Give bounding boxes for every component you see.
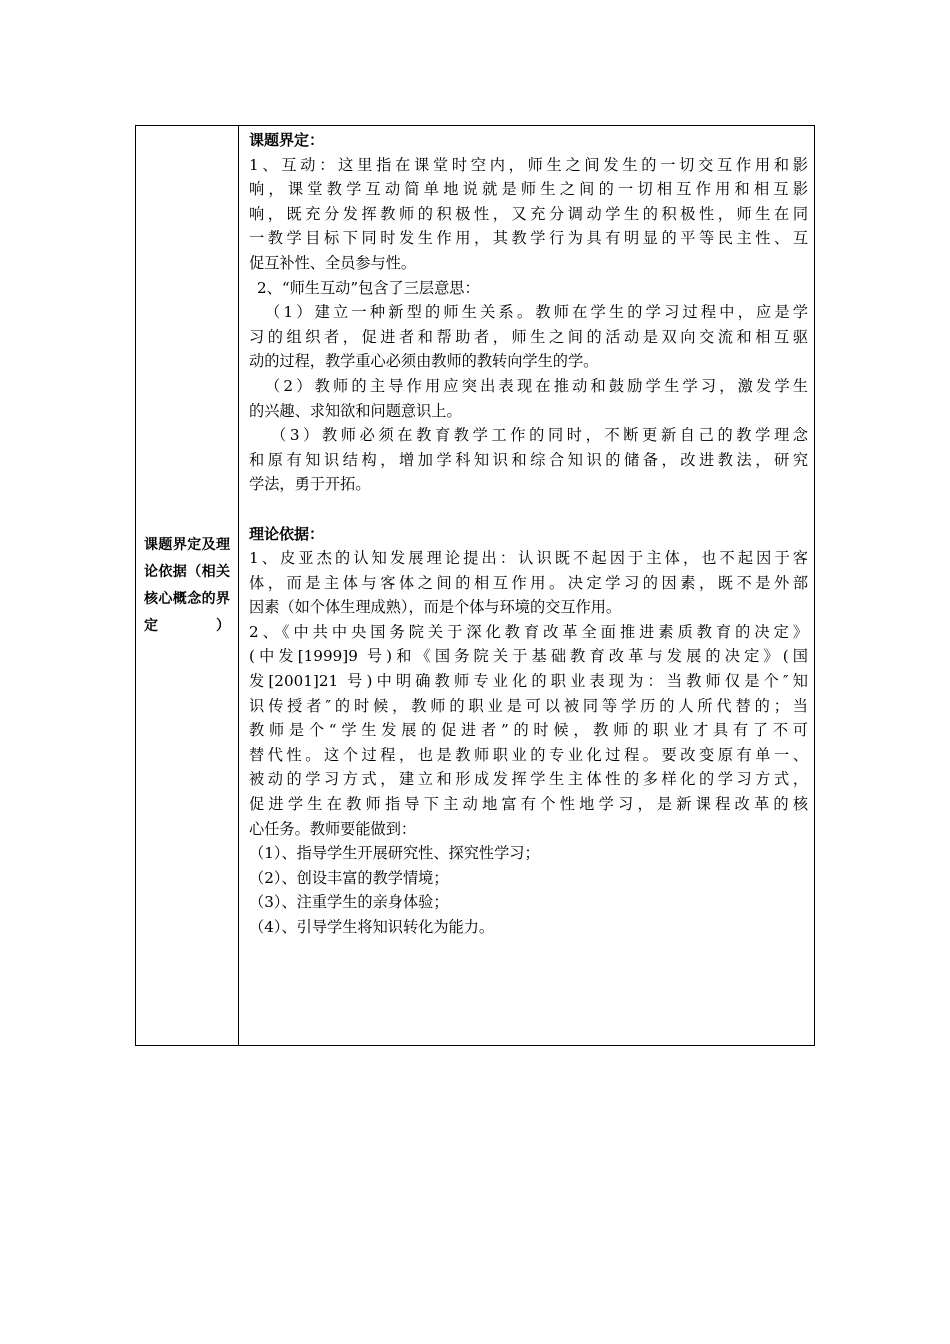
- paragraph-line: 响，课堂教学互动简单地说就是师生之间的一切相互作用和相互影: [249, 180, 808, 199]
- list-item: （1）、指导学生开展研究性、探究性学习；: [249, 844, 540, 863]
- paragraph-line: 习的组织者，促进者和帮助者，师生之间的活动是双向交流和相互驱: [249, 327, 808, 346]
- paragraph-line: 识传授者″的时候，教师的职业是可以被同等学历的人所代替的；当: [249, 696, 808, 715]
- section-heading-definition: 课题界定：: [249, 131, 325, 149]
- paragraph-line: 教师是个“学生发展的促进者”的时候，教师的职业才具有了不可: [249, 721, 808, 740]
- paragraph-line: 心任务。教师要能做到：: [249, 819, 417, 838]
- paragraph-line: 2、《中共中央国务院关于深化教育改革全面推进素质教育的决定》: [249, 622, 808, 641]
- content-cell: [239, 126, 814, 1045]
- document-table: [135, 125, 815, 1046]
- paragraph-line: （2）教师的主导作用应突出表现在推动和鼓励学生学习，激发学生: [265, 376, 808, 395]
- paragraph-line: 体，而是主体与客体之间的相互作用。决定学习的因素，既不是外部: [249, 573, 808, 592]
- blank-line: [249, 497, 808, 522]
- paragraph-line: 一教学目标下同时发生作用，其教学行为具有明显的平等民主性、互: [249, 229, 808, 248]
- paragraph-line: 被动的学习方式，建立和形成发挥学生主体性的多样化的学习方式，: [249, 770, 808, 789]
- section-heading-theory: 理论依据：: [249, 524, 325, 543]
- paragraph-line: 学法，勇于开拓。: [249, 475, 371, 494]
- paragraph-line: 因素（如个体生理成熟），而是个体与环境的交互作用。: [249, 598, 622, 617]
- row-label: 课题界定及理论依据（相关核心概念的界定）: [144, 536, 230, 634]
- paragraph-line: 促互补性、全员参与性。: [249, 253, 417, 272]
- paragraph-line: 2、“师生互动”包含了三层意思：: [257, 278, 480, 297]
- list-item: （4）、引导学生将知识转化为能力。: [249, 918, 495, 936]
- paragraph-line: 的兴趣、求知欲和问题意识上。: [249, 401, 462, 420]
- paragraph-line: 动的过程，教学重心必须由教师的教转向学生的学。: [249, 352, 599, 371]
- list-item: （2）、创设丰富的教学情境；: [249, 868, 449, 887]
- paragraph-line: 1、互动：这里指在课堂时空内，师生之间发生的一切交互作用和影: [249, 155, 808, 174]
- row-label-cell: [136, 126, 239, 1045]
- paragraph-line: （1）建立一种新型的师生关系。教师在学生的学习过程中，应是学: [265, 303, 808, 322]
- paragraph-line: 促进学生在教师指导下主动地富有个性地学习，是新课程改革的核: [249, 795, 808, 814]
- paragraph-line: 和原有知识结构，增加学科知识和综合知识的储备，改进教法，研究: [249, 450, 808, 469]
- paragraph-line: 发[2001]21 号)中明确教师专业化的职业表现为：当教师仅是个″知: [249, 672, 808, 691]
- paragraph-line: 1、皮亚杰的认知发展理论提出：认识既不起因于主体，也不起因于客: [249, 549, 808, 568]
- list-item: （3）、注重学生的亲身体验；: [249, 893, 449, 912]
- paragraph-line: 响，既充分发挥教师的积极性，又充分调动学生的积极性，师生在同: [249, 204, 808, 223]
- paragraph-line: （3）教师必须在教育教学工作的同时，不断更新自己的教学理念: [271, 426, 808, 445]
- paragraph-line: (中发[1999]9 号)和《国务院关于基础教育改革与发展的决定》(国: [249, 647, 808, 666]
- paragraph-line: 替代性。这个过程，也是教师职业的专业化过程。要改变原有单一、: [249, 745, 808, 764]
